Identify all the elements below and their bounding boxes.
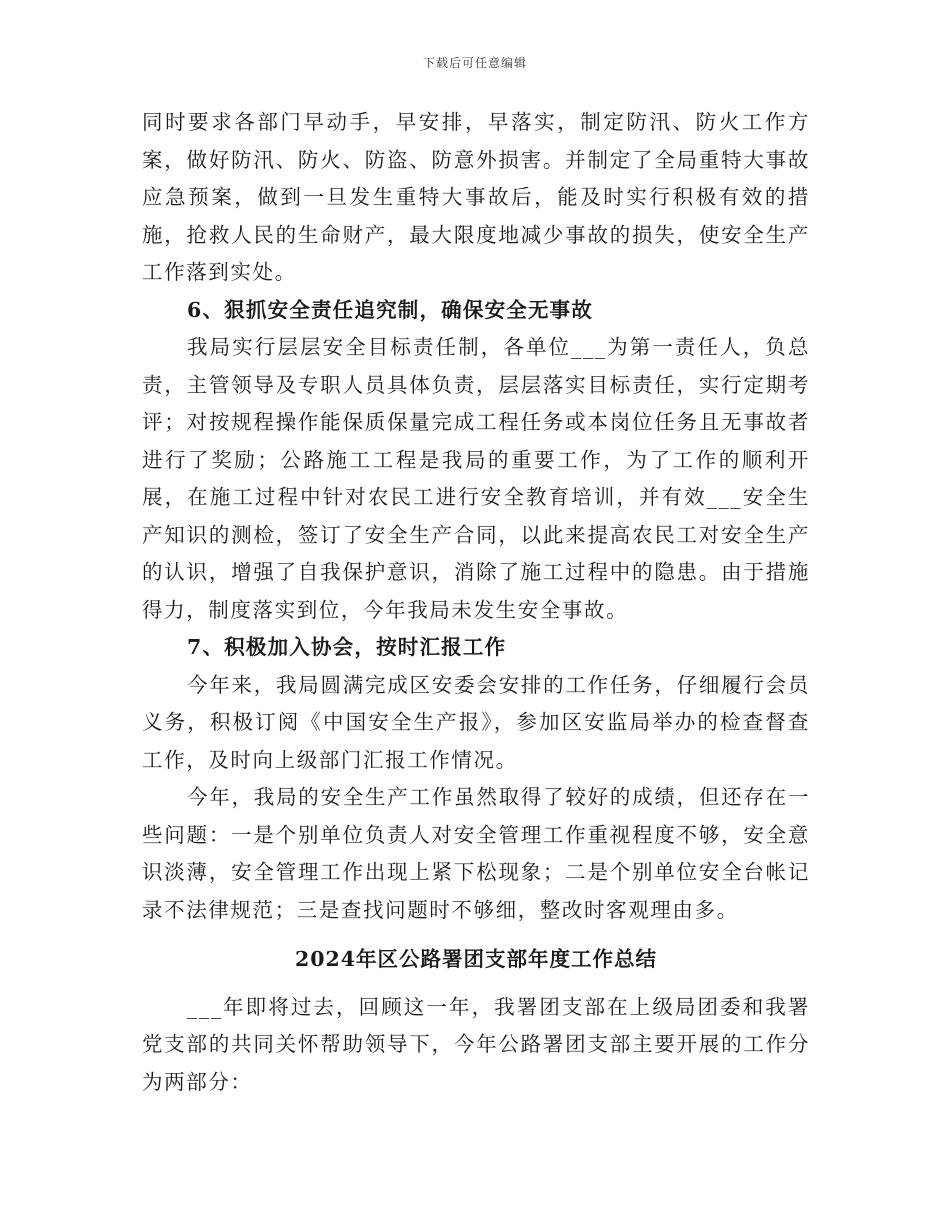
paragraph-section-7a: 今年来，我局圆满完成区安委会安排的工作任务，仔细履行会员义务，积极订阅《中国安全生产报》，参加区安监局举办的检查督查工作，及时向上级部门汇报工作情况。: [142, 672, 810, 772]
paragraph-intro: ___年即将过去，回顾这一年，我署团支部在上级局团委和我署党支部的共同关怀帮助领导下，今年公路署团支部主要开展的工作分为两部分：: [142, 994, 810, 1094]
paragraph-section-7b: 今年，我局的安全生产工作虽然取得了较好的成绩，但还存在一些问题：一是个别单位负责人对安全管理工作重视程度不够，安全意识淡薄，安全管理工作出现上紧下松现象；二是个别单位安全台帐记录不法律规范；三是查找问题时不够细，整改时客观理由多。: [142, 785, 810, 922]
section-heading-7: 7、积极加入协会，按时汇报工作: [187, 635, 507, 659]
document-title: 2024年区公路署团支部年度工作总结: [294, 947, 658, 971]
paragraph-continued: 同时要求各部门早动手，早安排，早落实，制定防汛、防火工作方案，做好防汛、防火、防盗、防意外损害。并制定了全局重特大事故应急预案，做到一旦发生重特大事故后，能及时实行积极有效的措施，抢救人民的生命财产，最大限度地减少事故的损失，使安全生产工作落到实处。: [142, 110, 810, 284]
paragraph-section-6: 我局实行层层安全目标责任制，各单位___为第一责任人，负总责，主管领导及专职人员具体负责，层层落实目标责任，实行定期考评；对按规程操作能保质保量完成工程任务或本岗位任务且无事故者进行了奖励；公路施工工程是我局的重要工作，为了工作的顺利开展，在施工过程中针对农民工进行安全教育培训，并有效___安全生产知识的测检，签订了安全生产合同，以此来提高农民工对安全生产的认识，增强了自我保护意识，消除了施工过程中的隐患。由于措施得力，制度落实到位，今年我局未发生安全事故。: [142, 335, 810, 622]
section-heading-6: 6、狠抓安全责任追究制，确保安全无事故: [187, 297, 594, 322]
document-body: [142, 104, 810, 1101]
header-note: 下载后可任意编辑: [422, 56, 527, 70]
